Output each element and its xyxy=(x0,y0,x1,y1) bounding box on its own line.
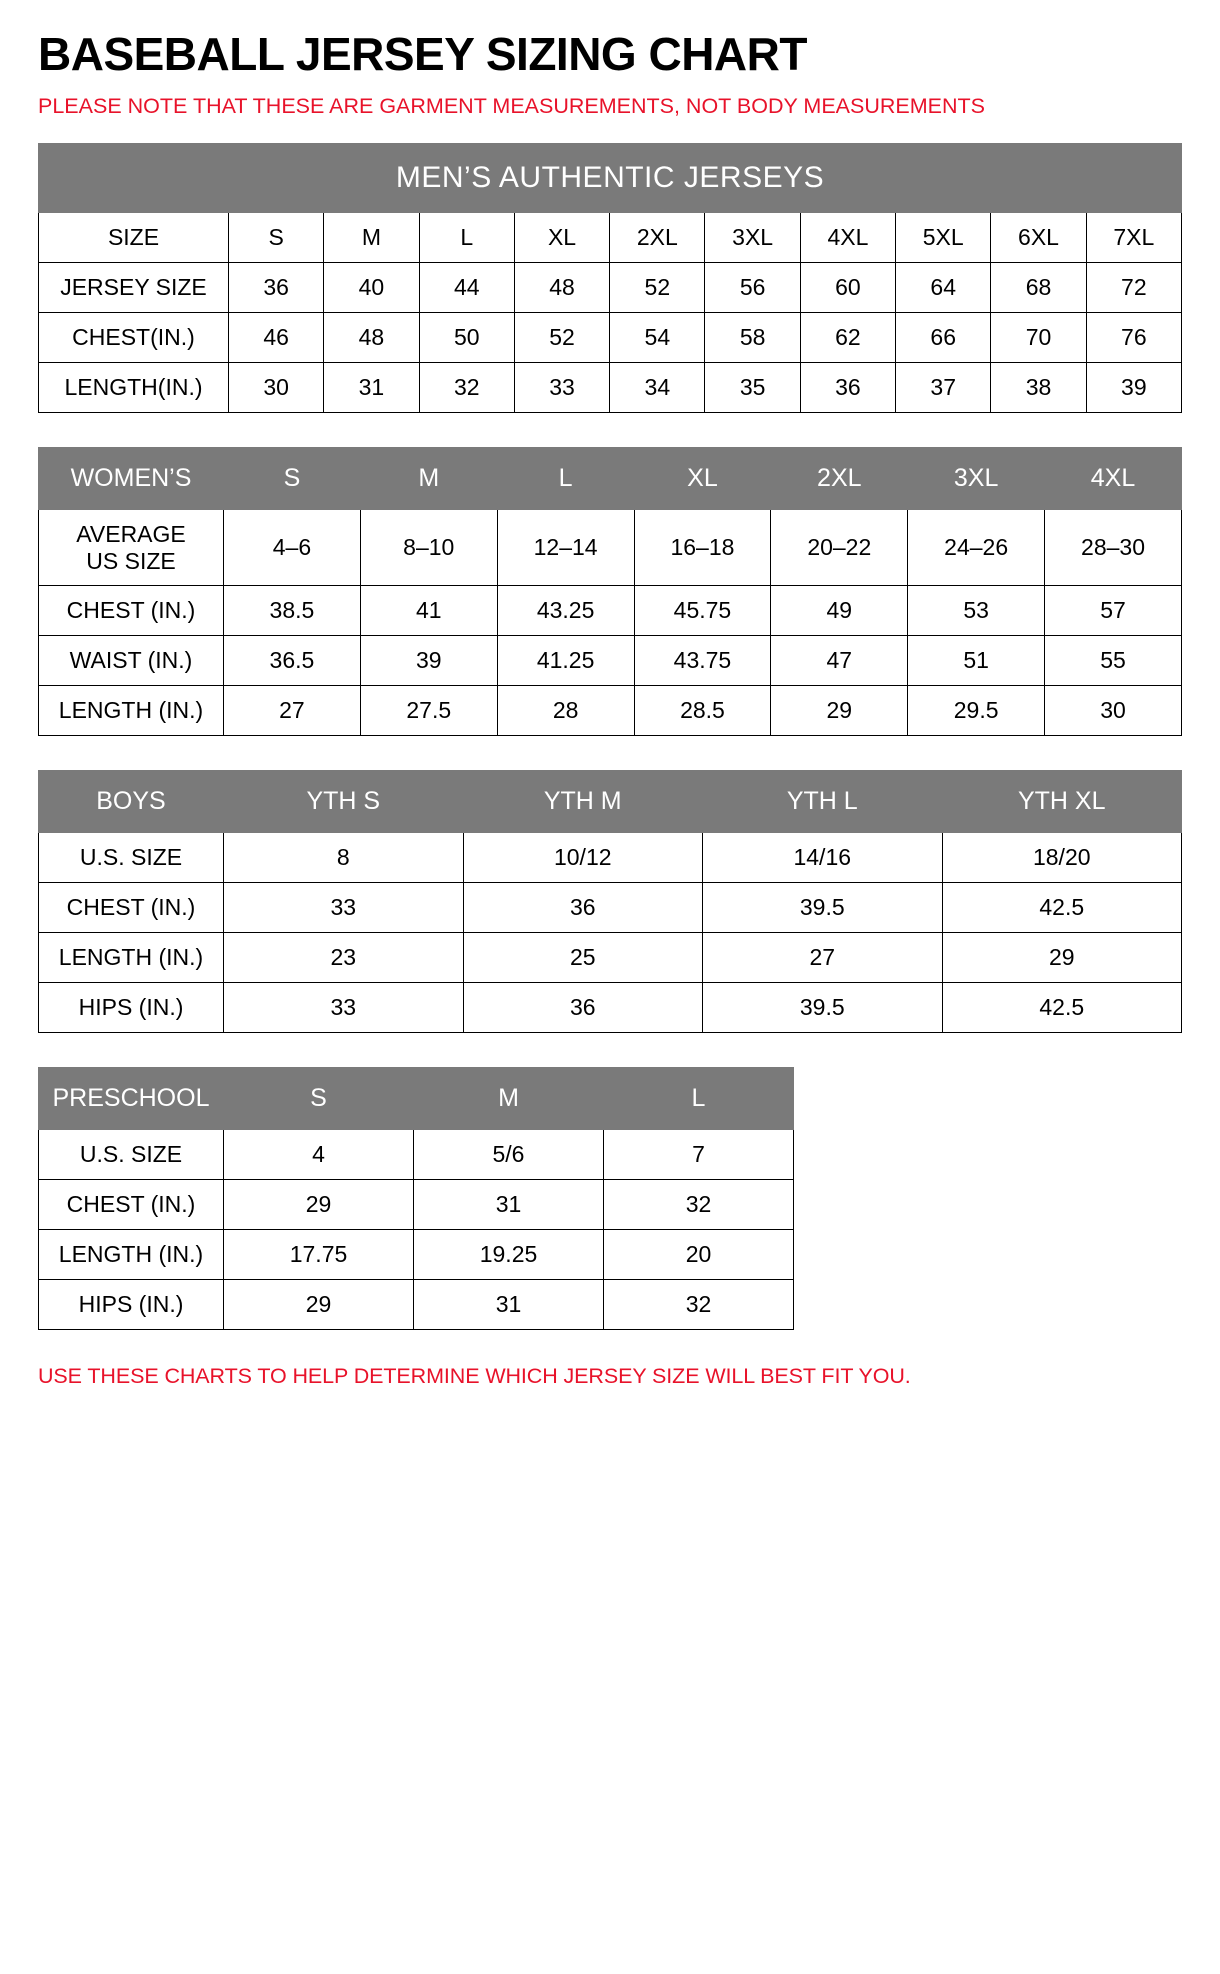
boys-cell-2-1: 25 xyxy=(463,933,703,983)
womens-cell-3-4: 29 xyxy=(771,686,908,736)
boys-col-header-0: BOYS xyxy=(39,771,224,833)
table-row xyxy=(39,313,1182,363)
mens-cell-1-9: 76 xyxy=(1086,313,1181,363)
preschool-header-row xyxy=(39,1068,1182,1130)
boys-row-label-1: CHEST (IN.) xyxy=(39,883,224,933)
womens-cell-3-5: 29.5 xyxy=(908,686,1045,736)
womens-col-header-3: L xyxy=(497,448,634,510)
boys-row-label-2: LENGTH (IN.) xyxy=(39,933,224,983)
mens-col-header-4: XL xyxy=(514,213,609,263)
preschool-cell-3-2: 32 xyxy=(604,1280,794,1330)
boys-cell-0-1: 10/12 xyxy=(463,833,703,883)
womens-cell-1-0: 38.5 xyxy=(224,586,361,636)
mens-col-header-1: S xyxy=(229,213,324,263)
womens-cell-2-0: 36.5 xyxy=(224,636,361,686)
preschool-cell-0-1: 5/6 xyxy=(414,1130,604,1180)
mens-cell-1-6: 62 xyxy=(800,313,895,363)
table-row xyxy=(39,1230,1182,1280)
womens-col-header-4: XL xyxy=(634,448,771,510)
preschool-cell-2-1: 19.25 xyxy=(414,1230,604,1280)
preschool-spacer xyxy=(794,1230,1182,1280)
mens-cell-2-0: 30 xyxy=(229,363,324,413)
table-row xyxy=(39,586,1182,636)
preschool-row-label-2: LENGTH (IN.) xyxy=(39,1230,224,1280)
womens-row-label-1: CHEST (IN.) xyxy=(39,586,224,636)
boys-cell-1-1: 36 xyxy=(463,883,703,933)
mens-cell-2-6: 36 xyxy=(800,363,895,413)
mens-cell-1-2: 50 xyxy=(419,313,514,363)
womens-cell-2-5: 51 xyxy=(908,636,1045,686)
table-row xyxy=(39,263,1182,313)
boys-cell-1-3: 42.5 xyxy=(942,883,1182,933)
womens-cell-3-2: 28 xyxy=(497,686,634,736)
boys-header-row xyxy=(39,771,1182,833)
mens-col-header-5: 2XL xyxy=(610,213,705,263)
womens-col-header-7: 4XL xyxy=(1045,448,1182,510)
mens-col-header-3: L xyxy=(419,213,514,263)
mens-col-header-9: 6XL xyxy=(991,213,1086,263)
mens-sizing-table xyxy=(38,143,1182,413)
womens-cell-1-1: 41 xyxy=(360,586,497,636)
womens-cell-2-2: 41.25 xyxy=(497,636,634,686)
womens-cell-0-3: 16–18 xyxy=(634,510,771,586)
womens-cell-0-4: 20–22 xyxy=(771,510,908,586)
mens-banner-row xyxy=(39,144,1182,213)
womens-cell-0-0: 4–6 xyxy=(224,510,361,586)
preschool-cell-0-0: 4 xyxy=(224,1130,414,1180)
table-row xyxy=(39,510,1182,586)
mens-banner: MEN’S AUTHENTIC JERSEYS xyxy=(39,144,1182,213)
preschool-sizing-table xyxy=(38,1067,1182,1330)
mens-cell-0-1: 40 xyxy=(324,263,419,313)
boys-cell-0-3: 18/20 xyxy=(942,833,1182,883)
table-row xyxy=(39,1280,1182,1330)
boys-row-label-3: HIPS (IN.) xyxy=(39,983,224,1033)
mens-cell-0-6: 60 xyxy=(800,263,895,313)
boys-cell-3-3: 42.5 xyxy=(942,983,1182,1033)
womens-cell-1-4: 49 xyxy=(771,586,908,636)
preschool-col-header-1: S xyxy=(224,1068,414,1130)
boys-col-header-3: YTH L xyxy=(703,771,943,833)
page-title: BASEBALL JERSEY SIZING CHART xyxy=(38,28,807,80)
womens-col-header-2: M xyxy=(360,448,497,510)
preschool-cell-1-2: 32 xyxy=(604,1180,794,1230)
preschool-cell-0-2: 7 xyxy=(604,1130,794,1180)
mens-cell-1-7: 66 xyxy=(896,313,991,363)
mens-cell-2-3: 33 xyxy=(514,363,609,413)
table-row xyxy=(39,833,1182,883)
womens-cell-3-0: 27 xyxy=(224,686,361,736)
mens-cell-1-0: 46 xyxy=(229,313,324,363)
preschool-cell-3-1: 31 xyxy=(414,1280,604,1330)
mens-cell-0-2: 44 xyxy=(419,263,514,313)
womens-cell-3-6: 30 xyxy=(1045,686,1182,736)
mens-cell-2-8: 38 xyxy=(991,363,1086,413)
boys-cell-3-0: 33 xyxy=(224,983,464,1033)
preschool-row-label-1: CHEST (IN.) xyxy=(39,1180,224,1230)
mens-cell-0-7: 64 xyxy=(896,263,991,313)
womens-cell-2-3: 43.75 xyxy=(634,636,771,686)
table-row xyxy=(39,363,1182,413)
mens-cell-2-9: 39 xyxy=(1086,363,1181,413)
mens-cell-0-9: 72 xyxy=(1086,263,1181,313)
boys-row-label-0: U.S. SIZE xyxy=(39,833,224,883)
preschool-spacer xyxy=(794,1280,1182,1330)
preschool-cell-1-1: 31 xyxy=(414,1180,604,1230)
mens-cell-0-3: 48 xyxy=(514,263,609,313)
mens-col-header-8: 5XL xyxy=(896,213,991,263)
womens-cell-3-3: 28.5 xyxy=(634,686,771,736)
preschool-spacer xyxy=(794,1180,1182,1230)
mens-cell-1-3: 52 xyxy=(514,313,609,363)
mens-table-wrapper xyxy=(38,143,1182,413)
mens-cell-2-2: 32 xyxy=(419,363,514,413)
boys-cell-3-1: 36 xyxy=(463,983,703,1033)
mens-row-label-1: CHEST(IN.) xyxy=(39,313,229,363)
mens-cell-1-5: 58 xyxy=(705,313,800,363)
mens-cell-0-0: 36 xyxy=(229,263,324,313)
preschool-spacer xyxy=(794,1068,1182,1130)
mens-cell-1-8: 70 xyxy=(991,313,1086,363)
womens-cell-3-1: 27.5 xyxy=(360,686,497,736)
boys-cell-0-0: 8 xyxy=(224,833,464,883)
mens-cell-2-5: 35 xyxy=(705,363,800,413)
womens-cell-0-1: 8–10 xyxy=(360,510,497,586)
footer-note: USE THESE CHARTS TO HELP DETERMINE WHICH JERSEY SIZE WILL BEST FIT YOU. xyxy=(38,1364,911,1389)
mens-cell-2-4: 34 xyxy=(610,363,705,413)
boys-cell-1-2: 39.5 xyxy=(703,883,943,933)
womens-row-label-3: LENGTH (IN.) xyxy=(39,686,224,736)
preschool-col-header-2: M xyxy=(414,1068,604,1130)
mens-cell-0-8: 68 xyxy=(991,263,1086,313)
boys-cell-3-2: 39.5 xyxy=(703,983,943,1033)
preschool-cell-2-0: 17.75 xyxy=(224,1230,414,1280)
womens-row-label-0-line2: US SIZE xyxy=(86,547,176,574)
boys-col-header-1: YTH S xyxy=(224,771,464,833)
womens-header-row xyxy=(39,448,1182,510)
mens-col-header-6: 3XL xyxy=(705,213,800,263)
mens-cell-2-7: 37 xyxy=(896,363,991,413)
womens-cell-1-5: 53 xyxy=(908,586,1045,636)
womens-cell-0-6: 28–30 xyxy=(1045,510,1182,586)
preschool-cell-1-0: 29 xyxy=(224,1180,414,1230)
preschool-cell-3-0: 29 xyxy=(224,1280,414,1330)
womens-col-header-1: S xyxy=(224,448,361,510)
table-row xyxy=(39,1130,1182,1180)
womens-cell-1-6: 57 xyxy=(1045,586,1182,636)
preschool-cell-2-2: 20 xyxy=(604,1230,794,1280)
womens-col-header-6: 3XL xyxy=(908,448,1045,510)
mens-row-label-0: JERSEY SIZE xyxy=(39,263,229,313)
mens-col-header-7: 4XL xyxy=(800,213,895,263)
mens-col-header-10: 7XL xyxy=(1086,213,1181,263)
womens-col-header-0: WOMEN’S xyxy=(39,448,224,510)
mens-cell-1-1: 48 xyxy=(324,313,419,363)
womens-col-header-5: 2XL xyxy=(771,448,908,510)
mens-cell-0-5: 56 xyxy=(705,263,800,313)
preschool-row-label-3: HIPS (IN.) xyxy=(39,1280,224,1330)
boys-cell-2-3: 29 xyxy=(942,933,1182,983)
measurement-note: PLEASE NOTE THAT THESE ARE GARMENT MEASUREMENTS, NOT BODY MEASUREMENTS xyxy=(38,94,985,119)
table-row xyxy=(39,1180,1182,1230)
mens-header-row xyxy=(39,213,1182,263)
table-row xyxy=(39,883,1182,933)
womens-sizing-table xyxy=(38,447,1182,736)
mens-cell-1-4: 54 xyxy=(610,313,705,363)
table-row xyxy=(39,983,1182,1033)
preschool-col-header-3: L xyxy=(604,1068,794,1130)
boys-cell-2-2: 27 xyxy=(703,933,943,983)
womens-cell-2-1: 39 xyxy=(360,636,497,686)
boys-cell-1-0: 33 xyxy=(224,883,464,933)
womens-table-wrapper xyxy=(38,447,1182,736)
womens-row-label-0-line1: AVERAGE xyxy=(76,521,186,548)
womens-row-label-2: WAIST (IN.) xyxy=(39,636,224,686)
womens-cell-1-3: 45.75 xyxy=(634,586,771,636)
womens-cell-0-2: 12–14 xyxy=(497,510,634,586)
boys-sizing-table xyxy=(38,770,1182,1033)
preschool-table-wrapper xyxy=(38,1067,1182,1330)
mens-cell-0-4: 52 xyxy=(610,263,705,313)
boys-cell-0-2: 14/16 xyxy=(703,833,943,883)
womens-cell-2-6: 55 xyxy=(1045,636,1182,686)
preschool-row-label-0: U.S. SIZE xyxy=(39,1130,224,1180)
mens-cell-2-1: 31 xyxy=(324,363,419,413)
boys-cell-2-0: 23 xyxy=(224,933,464,983)
table-row xyxy=(39,636,1182,686)
boys-table-wrapper xyxy=(38,770,1182,1033)
boys-col-header-4: YTH XL xyxy=(942,771,1182,833)
mens-row-label-2: LENGTH(IN.) xyxy=(39,363,229,413)
boys-col-header-2: YTH M xyxy=(463,771,703,833)
table-row xyxy=(39,933,1182,983)
womens-cell-0-5: 24–26 xyxy=(908,510,1045,586)
mens-col-header-0: SIZE xyxy=(39,213,229,263)
preschool-col-header-0: PRESCHOOL xyxy=(39,1068,224,1130)
mens-col-header-2: M xyxy=(324,213,419,263)
preschool-spacer xyxy=(794,1130,1182,1180)
womens-row-label-0 xyxy=(39,510,224,586)
womens-cell-1-2: 43.25 xyxy=(497,586,634,636)
womens-cell-2-4: 47 xyxy=(771,636,908,686)
table-row xyxy=(39,686,1182,736)
